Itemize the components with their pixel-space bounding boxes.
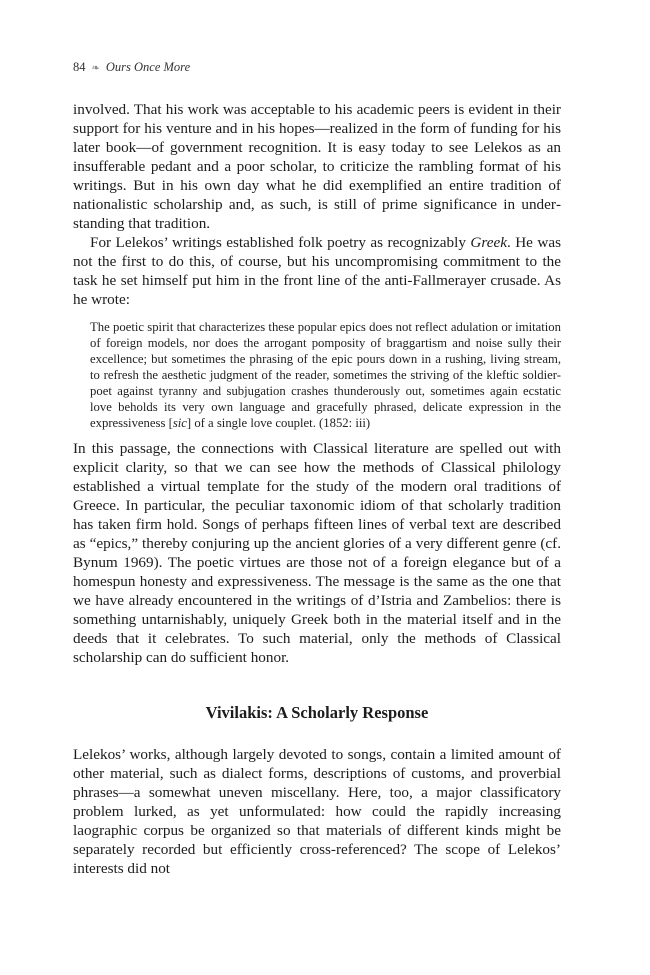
paragraph-text-end: . He was not the first to do this, of course, but his uncompromising commitment to the task he set himself put him in the front line of the anti-Fallmerayer crusade. As he wrote: [73,234,561,308]
body-text [73,100,561,878]
emphasis-greek: Greek [470,234,507,251]
paragraph-classical-connections: In this passage, the connections with Classical literature are spelled out with explicit clarity, so that we can see how the methods of Classical philology established a virtual template for the study of the modern oral traditions of Greece. In particular, the peculiar taxonomic idiom of that scholarly tradition has taken firm hold. Songs of perhaps fifteen lines of verbal text are described as “epics,” thereby conjuring up the ancient glories of a very different genre (cf. Bynum 1969). The poetic virtues are those not of a foreign elegance but of a homespun honesty and expressiveness. The message is the same as the one that we have already encountered in the writings of d’Istria and Zambelios: there is something untarnishably, uniquely Greek both in the material itself and in the deeds that it celebrates. To such material, only the methods of Classical scholarship can do sufficient honor. [73,440,561,666]
running-title: Ours Once More [105,60,191,74]
fleuron-icon: ❧ [91,63,100,74]
paragraph-lelekos-works: Lelekos’ works, although largely devoted to songs, contain a limited amount of other material, such as dialect forms, descriptions of customs, and proverbial phrases—a somewhat uneven miscellany. Here, too, a major classificatory problem lurked, as yet unformulated: how could the rapidly increasing laographic corpus be organized so that materials of different kinds might be separately recorded but efficiently cross-referenced? The scope of Lelekos’ interests did not [73,746,561,877]
paragraph-lelekos-greek [73,233,561,309]
page-number: 84 [73,60,86,74]
quote-text-start: The poetic spirit that characterizes these popular epics does not reflect adulation or imitation of foreign models, nor does the arrogant pomposity of braggartism and noise sully their excellence; but sometimes the phrasing of the epic pours down in a rushing, living stream, to refresh the aesthetic judgment of the reader, sometimes the striving of the kleftic soldier-poet against tyranny and subjugation crashes thunderously out, sometimes again ecstatic love beholds its very own language and gracefully phrased, delicate expression in the expressiveness [ [90,320,561,430]
block-quote [90,319,561,431]
quote-text-end: ] of a single love couplet. (1852: iii) [186,416,371,430]
paragraph-continued: involved. That his work was acceptable to his academic peers is evident in their support for his venture and in his hopes—realized in the form of funding for his later book—of government recognition. It is easy today to see Lelekos as an insufferable pedant and a poor scholar, to criticize the rambling format of his writings. But in his own day what he did exemplified an entire tradition of nationalistic scholarship and, as such, is still of prime significance in understanding that tradition. [73,101,561,232]
running-head [73,60,190,75]
paragraph-text-start: For Lelekos’ writings established folk poetry as recognizably [90,234,471,251]
quote-sic: sic [172,416,187,430]
section-heading: Vivilakis: A Scholarly Response [205,703,429,722]
